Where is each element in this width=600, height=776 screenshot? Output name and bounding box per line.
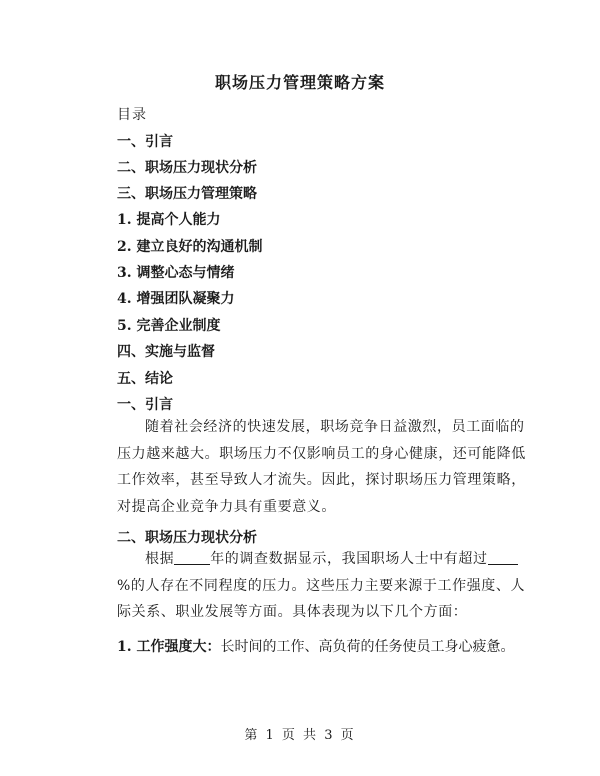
section2-text-part1: 根据 xyxy=(145,551,175,567)
toc-item-enterprise-system: 5. 完善企业制度 xyxy=(117,318,221,334)
toc-item-team-cohesion: 4. 增强团队凝聚力 xyxy=(117,291,235,307)
toc-item-personal-ability: 1. 提高个人能力 xyxy=(117,212,221,228)
toc-item-strategies: 三、职场压力管理策略 xyxy=(117,186,257,202)
document-title: 职场压力管理策略方案 xyxy=(214,73,385,92)
page-footer: 第 1 页 共 3 页 xyxy=(244,728,356,743)
section1-heading: 一、引言 xyxy=(117,397,173,413)
year-blank xyxy=(174,550,210,565)
toc-item-implementation: 四、实施与监督 xyxy=(117,344,215,360)
toc-label: 目录 xyxy=(117,107,147,123)
toc-item-mindset: 3. 调整心态与情绪 xyxy=(117,265,235,281)
toc-item-status-analysis: 二、职场压力现状分析 xyxy=(117,160,257,176)
section1-paragraph: 随着社会经济的快速发展，职场竞争日益激烈，员工面临的压力越来越大。职场压力不仅影响员工的身心健康，还可能降低工作效率，甚至导致人才流失。因此，探讨职场压力管理策略，对提高企业竞争力具有重要意义。 xyxy=(117,419,526,515)
toc-item-conclusion: 五、结论 xyxy=(117,371,173,387)
section2-heading: 二、职场压力现状分析 xyxy=(117,530,257,546)
section2-text-part2: 年的调查数据显示，我国职场人士中有超过 xyxy=(210,551,488,567)
percent-blank xyxy=(488,550,518,565)
toc-item-introduction: 一、引言 xyxy=(117,134,173,150)
point1-label: 1. 工作强度大： xyxy=(117,639,221,655)
toc-item-communication: 2. 建立良好的沟通机制 xyxy=(117,239,263,255)
section2-text-part3: %的人存在不同程度的压力。这些压力主要来源于工作强度、人际关系、职业发展等方面。具体表现为以下几个方面： xyxy=(117,577,526,620)
point1-text: 长时间的工作、高负荷的任务使员工身心疲惫。 xyxy=(220,639,515,655)
section2-paragraph xyxy=(117,546,527,626)
point1-line xyxy=(117,636,515,656)
